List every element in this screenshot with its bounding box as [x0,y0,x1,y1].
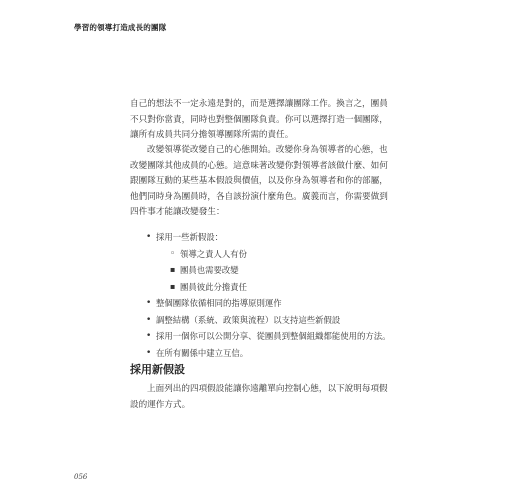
sub-list-item [170,262,406,279]
list-item [146,229,406,295]
sub-list-item-text: 團員彼此分擔責任 [180,281,247,292]
section-heading: 採用新假設 [130,363,185,376]
list-item-text: 整個團隊依循相同的指導原則運作 [156,298,282,308]
list-item-text: 採用一些新假設： [156,232,223,242]
sub-list [156,246,406,296]
running-header-title: 學習的領導打造成長的團隊 [74,23,167,32]
sub-list-item-text: 領導之責人人有份 [180,248,247,259]
sub-list-item-text: 團員也需要改變 [180,265,239,275]
sub-list-item [170,279,406,296]
action-list [146,229,406,361]
list-item [146,295,406,312]
list-item-text: 在所有關係中建立互信。 [156,347,249,358]
list-item-text: 調整結構（系統、政策與流程）以支持這些新假設 [156,314,341,325]
paragraph-2: 改變領導從改變自己的心態開始。改變你身為領導者的心態，也改變團隊其他成員的心態。這意味著改變你對領導者該做什麼、如何跟團隊互動的某些基本假設與價值，以及你身為領導者和你的部屬，他們同時身為團員時，各自該扮演什麼角色。廣義而言，你需要做到四件事才能讓改變發生： [130,145,388,217]
paragraph-3: 上面列出的四項假設能讓你遠離單向控制心態，以下說明每項假設的運作方式。 [130,384,388,410]
list-item-text: 採用一個你可以公開分享、從團員到整個組織都能使用的方法。 [156,331,391,341]
page-number: 056 [74,473,88,481]
list-item [146,345,406,362]
list-item [146,312,406,329]
paragraph-1: 自己的想法不一定永遠是對的，而是選擇讓團隊工作。換言之，團員不只對你當責，同時也對整個團隊負責。你可以選擇打造一個團隊，讓所有成員共同分擔領導團隊所需的責任。 [130,99,388,140]
sub-list-item [170,246,406,263]
list-item [146,328,406,345]
